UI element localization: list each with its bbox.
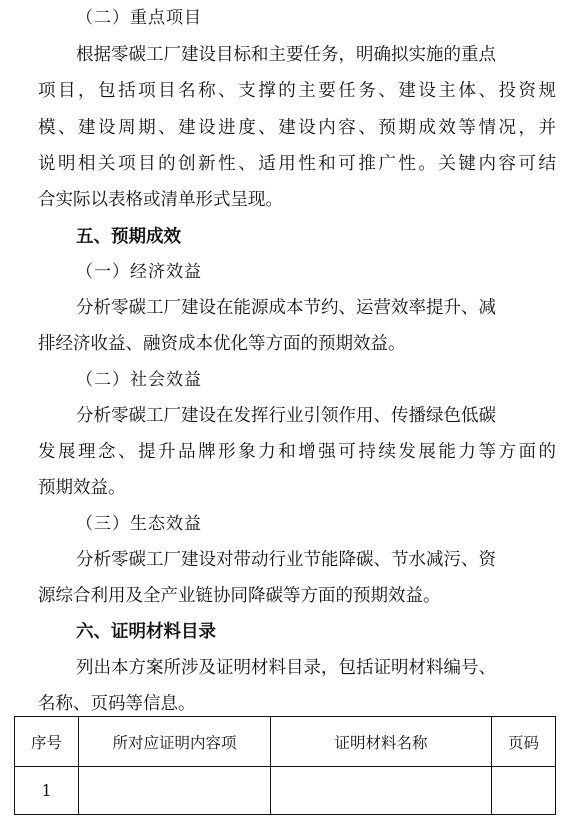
- section-heading-expected-results: 五、预期成效: [76, 227, 181, 247]
- paragraph-line: 模、建设周期、建设进度、建设内容、预期成效等情况，并: [38, 118, 556, 138]
- table-header-row: [15, 717, 556, 767]
- evidence-catalog-table: [14, 716, 556, 815]
- paragraph-line: 名称、页码等信息。: [38, 694, 196, 714]
- section-heading-economic-benefits: （一）经济效益: [76, 262, 202, 282]
- paragraph-line: 源综合利用及全产业链协同降碳等方面的预期效益。: [38, 586, 441, 606]
- table-cell: [79, 767, 271, 815]
- paragraph-line: 排经济收益、融资成本优化等方面的预期效益。: [38, 334, 406, 354]
- table-header-cell: 页码: [492, 717, 556, 767]
- paragraph-line: 根据零碳工厂建设目标和主要任务，明确拟实施的重点: [76, 45, 496, 65]
- paragraph-line: 预期效益。: [38, 478, 126, 498]
- table-row: [15, 767, 556, 815]
- table-header-cell: 证明材料名称: [271, 717, 492, 767]
- paragraph-line: 项目，包括项目名称、支撑的主要任务、建设主体、投资规: [38, 81, 556, 101]
- paragraph-line: 分析零碳工厂建设对带动行业节能降碳、节水减污、资: [76, 550, 496, 570]
- paragraph-line: 列出本方案所涉及证明材料目录，包括证明材料编号、: [76, 658, 496, 678]
- paragraph-line: 分析零碳工厂建设在发挥行业引领作用、传播绿色低碳: [76, 406, 496, 426]
- paragraph-line: 发展理念、提升品牌形象力和增强可持续发展能力等方面的: [38, 442, 556, 462]
- paragraph-line: 分析零碳工厂建设在能源成本节约、运营效率提升、减: [76, 298, 496, 318]
- section-heading-ecological-benefits: （三）生态效益: [76, 514, 202, 534]
- table-cell: 1: [15, 767, 79, 815]
- table-cell: [492, 767, 556, 815]
- table-header-cell: 所对应证明内容项: [79, 717, 271, 767]
- section-heading-evidence-catalog: 六、证明材料目录: [76, 622, 216, 642]
- section-heading-social-benefits: （二）社会效益: [76, 370, 202, 390]
- paragraph-line: 合实际以表格或清单形式呈现。: [38, 190, 283, 210]
- section-heading-key-projects: （二）重点项目: [76, 8, 202, 28]
- table-header-cell: 序号: [15, 717, 79, 767]
- paragraph-line: 说明相关项目的创新性、适用性和可推广性。关键内容可结: [38, 154, 556, 174]
- table-cell: [271, 767, 492, 815]
